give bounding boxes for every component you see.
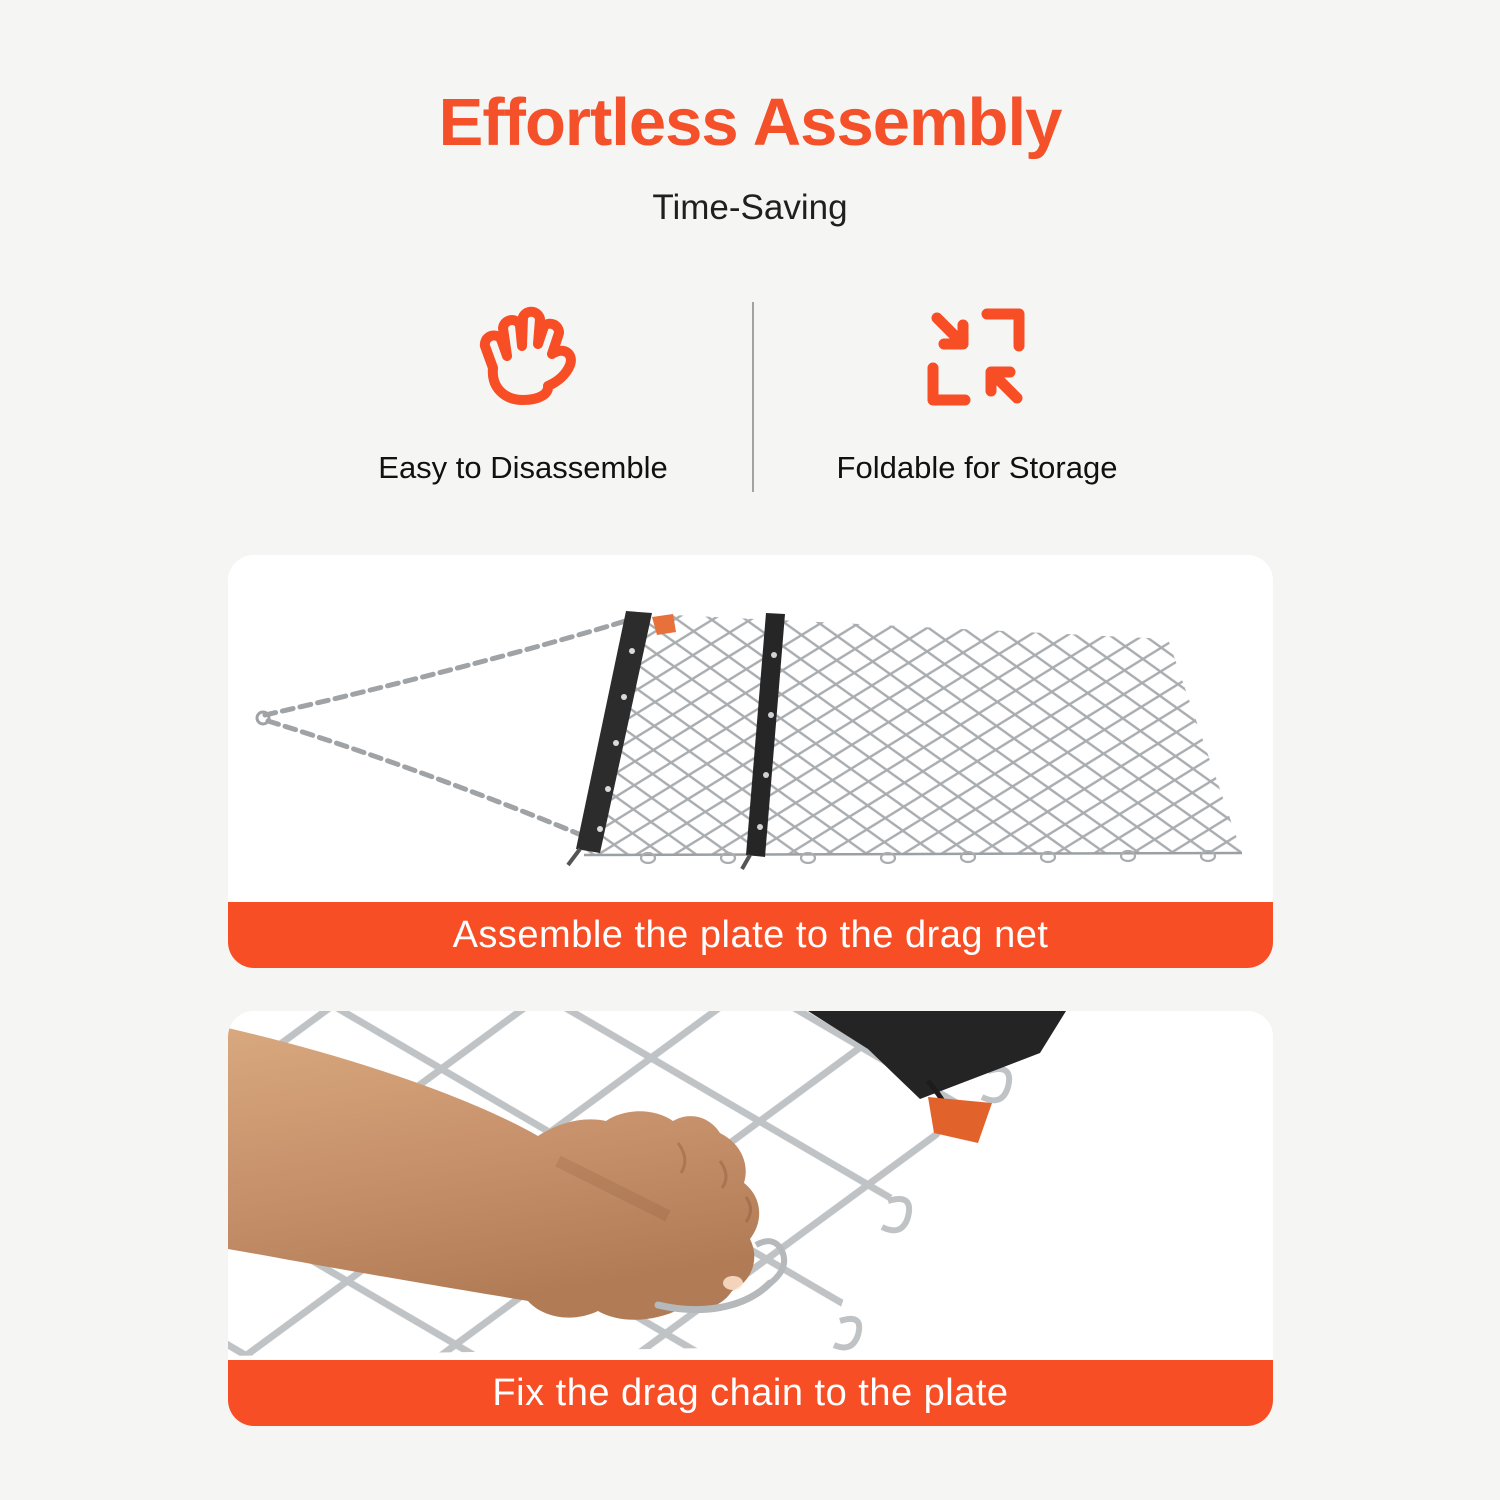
page-subtitle: Time-Saving	[652, 188, 848, 227]
step-caption: Assemble the plate to the drag net	[452, 913, 1049, 956]
drag-net-illustration	[228, 555, 1273, 902]
hand-icon	[463, 298, 583, 418]
step-caption-banner	[228, 902, 1273, 968]
step-card-fix-chain	[228, 1011, 1273, 1426]
step-caption-banner	[228, 1360, 1273, 1426]
fold-arrows-icon	[917, 298, 1037, 418]
hand-grip-illustration	[228, 1011, 1273, 1360]
feature-label: Easy to Disassemble	[378, 450, 668, 485]
step-caption: Fix the drag chain to the plate	[492, 1371, 1009, 1414]
step-card-assemble-plate	[228, 555, 1273, 968]
feature-easy-to-disassemble	[293, 298, 753, 486]
hand-fixing-chain-photo	[228, 1011, 1273, 1360]
feature-foldable-for-storage	[747, 298, 1207, 486]
page-title: Effortless Assembly	[438, 85, 1062, 160]
feature-label: Foldable for Storage	[836, 450, 1118, 485]
drag-net-with-plates-photo	[228, 555, 1273, 902]
